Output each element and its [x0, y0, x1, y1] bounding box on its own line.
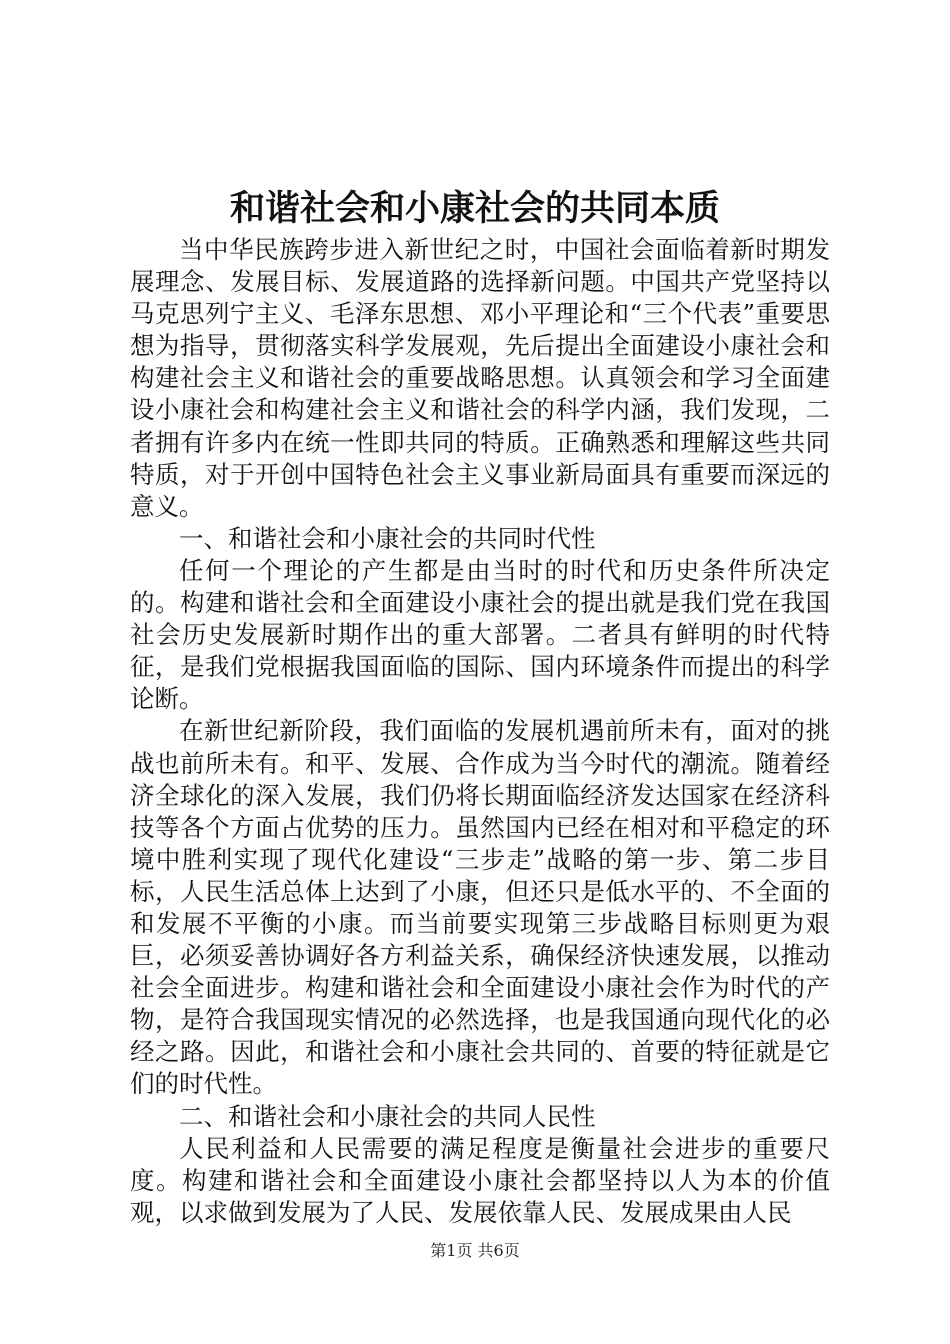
document-title: 和谐社会和小康社会的共同本质 [229, 188, 720, 229]
section-1-paragraph-1: 任何一个理论的产生都是由当时的时代和历史条件所决定的。构建和谐社会和全面建设小康社会的提出就是我们党在我国社会历史发展新时期作出的重大部署。二者具有鲜明的时代特征，是我们党根据我国面临的国际、国内环境条件而提出的科学论断。 [130, 555, 830, 714]
section-heading-1: 一、和谐社会和小康社会的共同时代性 [179, 523, 596, 553]
section-1-paragraph-2: 在新世纪新阶段，我们面临的发展机遇前所未有，面对的挑战也前所未有。和平、发展、合作成为当今时代的潮流。随着经济全球化的深入发展，我们仍将长期面临经济发达国家在经济科技等各个方面占优势的压力。虽然国内已经在相对和平稳定的环境中胜利实现了现代化建设“三步走”战略的第一步、第二步目标，人民生活总体上达到了小康，但还只是低水平的、不全面的和发展不平衡的小康。而当前要实现第三步战略目标则更为艰巨，必须妥善协调好各方利益关系，确保经济快速发展，以推动社会全面进步。构建和谐社会和全面建设小康社会作为时代的产物，是符合我国现实情况的必然选择，也是我国通向现代化的必经之路。因此，和谐社会和小康社会共同的、首要的特征就是它们的时代性。 [130, 716, 830, 1099]
section-2-paragraph-1: 人民利益和人民需要的满足程度是衡量社会进步的重要尺度。构建和谐社会和全面建设小康社会都坚持以人为本的价值观，以求做到发展为了人民、发展依靠人民、发展成果由人民 [130, 1133, 830, 1227]
document-body [130, 234, 830, 1229]
page-footer: 第1页 共6页 [430, 1241, 520, 1260]
section-heading-2: 二、和谐社会和小康社会的共同人民性 [179, 1101, 596, 1131]
intro-paragraph: 当中华民族跨步进入新世纪之时，中国社会面临着新时期发展理念、发展目标、发展道路的选择新问题。中国共产党坚持以马克思列宁主义、毛泽东思想、邓小平理论和“三个代表”重要思想为指导，贯彻落实科学发展观，先后提出全面建设小康社会和构建社会主义和谐社会的重要战略思想。认真领会和学习全面建设小康社会和构建社会主义和谐社会的科学内涵，我们发现，二者拥有许多内在统一性即共同的特质。正确熟悉和理解这些共同特质，对于开创中国特色社会主义事业新局面具有重要而深远的意义。 [130, 235, 830, 521]
